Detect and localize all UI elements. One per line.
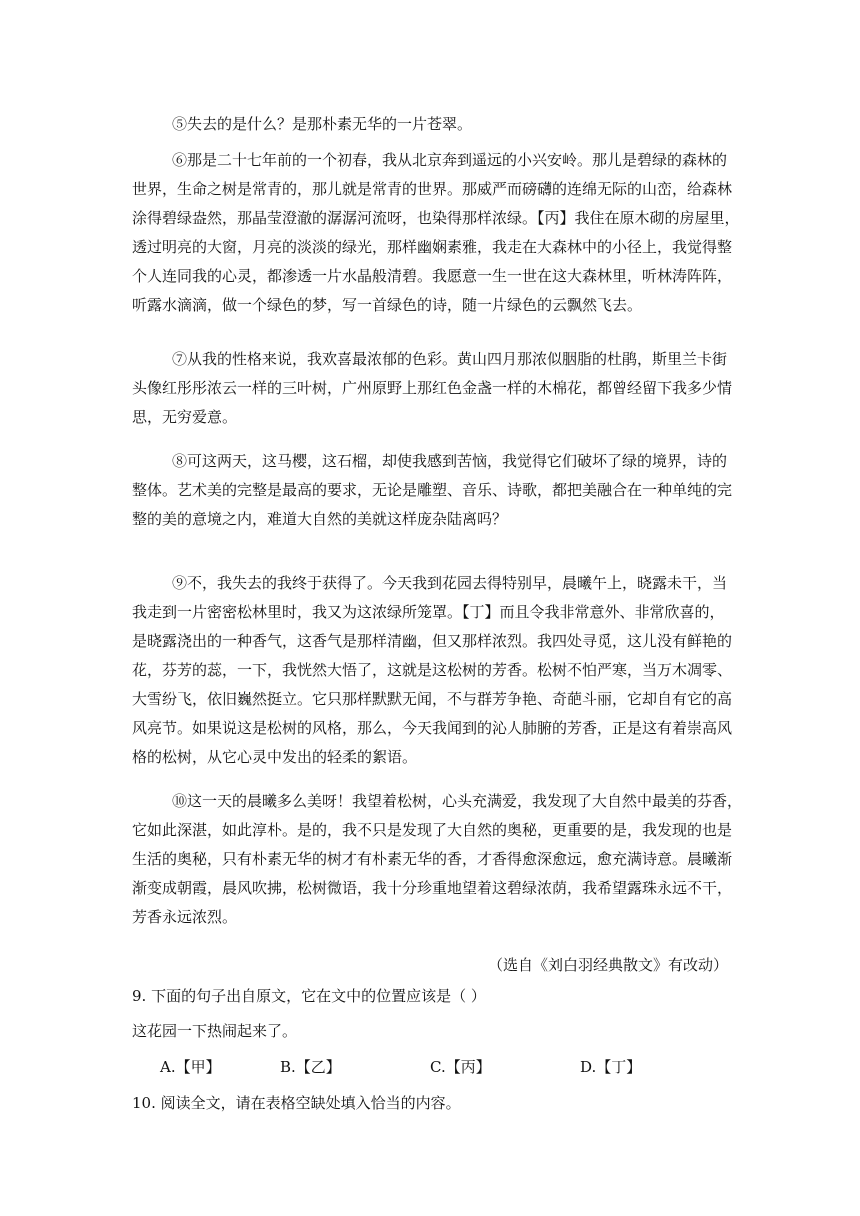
question-9-stem: 9. 下面的句子出自原文，它在文中的位置应该是（ ）	[132, 987, 486, 1005]
paragraph-line: ⑦从我的性格来说，我欢喜最浓郁的色彩。黄山四月那浓似胭脂的杜鹃，斯里兰卡街	[172, 350, 728, 368]
paragraph-line: 大雪纷飞，依旧巍然挺立。它只那样默默无闻，不与群芳争艳、奇葩斗丽，它却自有它的高	[132, 690, 733, 708]
paragraph	[132, 146, 740, 320]
option-b: B.【乙】	[280, 1058, 341, 1076]
paragraph-line: ⑤失去的是什么？是那朴素无华的一片苍翠。	[172, 115, 473, 133]
paragraph-line: 个人连同我的心灵，都渗透一片水晶般清碧。我愿意一生一世在这大森林里，听林涛阵阵，	[132, 267, 733, 285]
paragraph-line: 透过明亮的大窗，月亮的淡淡的绿光，那样幽娴素雅，我走在大森林中的小径上，我觉得整	[132, 238, 733, 256]
paragraph	[132, 787, 743, 932]
paragraph-line: 花，芬芳的蕊，一下，我恍然大悟了，这就是这松树的芳香。松树不怕严寒，当万木凋零、	[132, 661, 733, 679]
paragraph-line: 思，无穷爱意。	[132, 408, 238, 426]
paragraph-line: 涂得碧绿盎然，那晶莹澄澈的潺潺河流呀，也染得那样浓绿。【丙】我住在原木砌的房屋里，	[132, 209, 740, 227]
paragraph-line: 头像红彤彤浓云一样的三叶树，广州原野上那红色金盏一样的木棉花，都曾经留下我多少情	[132, 379, 733, 397]
question-10-stem: 10. 阅读全文，请在表格空缺处填入恰当的内容。	[132, 1094, 461, 1112]
paragraph-line: 格的松树，从它心灵中发出的轻柔的絮语。	[132, 748, 418, 766]
paragraph-line: 整的美的意境之内，难道大自然的美就这样庞杂陆离吗？	[132, 510, 508, 528]
paragraph-line: 它如此深湛，如此淳朴。是的，我不只是发现了大自然的奥秘，更重要的是，我发现的也是	[132, 821, 733, 839]
paragraph-line: 我走到一片密密松林里时，我又为这浓绿所笼罩。【丁】而且令我非常意外、非常欣喜的，	[132, 603, 725, 621]
paragraph	[132, 447, 733, 534]
paragraph	[132, 110, 730, 139]
paragraph-line: ⑨不，我失去的我终于获得了。今天我到花园去得特别早，晨曦午上，晓露未干，当	[172, 574, 728, 592]
paragraph-line: ⑩这一天的晨曦多么美呀！我望着松树，心头充满爱，我发现了大自然中最美的芬香，	[172, 792, 743, 810]
paragraph-line: 是晓露浇出的一种香气，这香气是那样清幽，但又那样浓烈。我四处寻觅，这儿没有鲜艳的	[132, 632, 733, 650]
paragraph	[132, 569, 733, 772]
paragraph-line: ⑥那是二十七年前的一个初春，我从北京奔到遥远的小兴安岭。那儿是碧绿的森林的	[172, 151, 728, 169]
paragraph-line: 芳香永远浓烈。	[132, 908, 238, 926]
paragraph-line: ⑧可这两天，这马樱，这石榴，却使我感到苦恼，我觉得它们破坏了绿的境界，诗的	[172, 452, 728, 470]
paragraph-line: 生活的奥秘，只有朴素无华的树才有朴素无华的香，才香得愈深愈远，愈充满诗意。晨曦渐	[132, 850, 733, 868]
question-9-sentence: 这花园一下热闹起来了。	[132, 1022, 298, 1040]
paragraph-line: 渐变成朝霞，晨风吹拂，松树微语，我十分珍重地望着这碧绿浓荫，我希望露珠永远不干，	[132, 879, 733, 897]
option-c: C.【丙】	[430, 1058, 491, 1076]
option-d: D.【丁】	[580, 1058, 642, 1076]
paragraph-line: 世界，生命之树是常青的，那儿就是常青的世界。那威严而磅礴的连绵无际的山峦，给森林	[132, 180, 733, 198]
paragraph	[132, 345, 733, 432]
paragraph-line: 风亮节。如果说这是松树的风格，那么，今天我闻到的沁人肺腑的芳香，正是这有着崇高风	[132, 719, 733, 737]
paragraph-line: 听露水滴滴，做一个绿色的梦，写一首绿色的诗，随一片绿色的云飘然飞去。	[132, 296, 643, 314]
source-citation: （选自《刘白羽经典散文》有改动）	[487, 956, 728, 974]
option-a: A.【甲】	[160, 1058, 221, 1076]
paragraph-line: 整体。艺术美的完整是最高的要求，无论是雕塑、音乐、诗歌，都把美融合在一种单纯的完	[132, 481, 733, 499]
